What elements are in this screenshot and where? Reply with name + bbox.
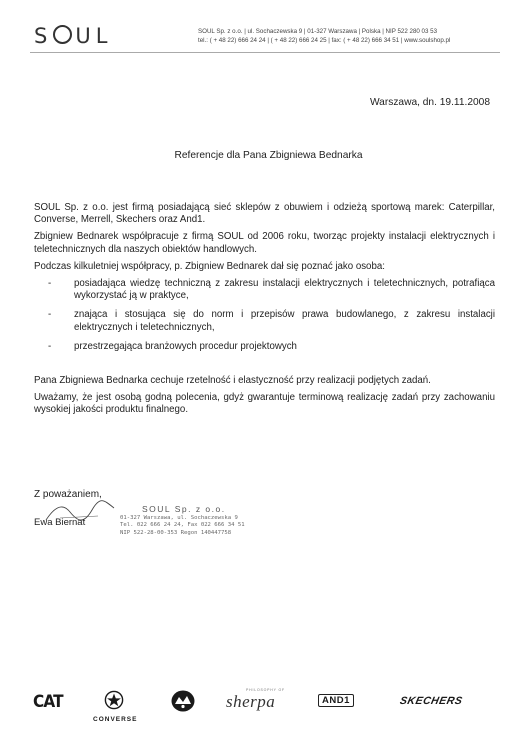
sherpa-logo — [226, 688, 285, 712]
stamp-tax-id: NIP 522-28-00-353 Regon 140447758 — [120, 529, 232, 536]
header-divider — [30, 52, 500, 53]
merrell-emblem-icon — [170, 689, 196, 713]
soul-logo: S UL — [34, 24, 113, 48]
closing-phrase: Z poważaniem, — [34, 489, 102, 500]
cat-logo: CAT — [33, 692, 63, 712]
signer-name: Ewa Biernat — [34, 517, 86, 528]
merrell-logo — [170, 689, 196, 718]
stamp-company: SOUL Sp. z o.o. — [142, 504, 226, 514]
paragraph-reliability: Pana Zbigniewa Bednarka cechuje rzetelność i elastyczność przy realizacji podjętych zadań. — [34, 375, 431, 387]
letter-date: Warszawa, dn. 19.11.2008 — [369, 97, 490, 108]
and1-logo: AND1 — [318, 694, 354, 707]
paragraph-company: SOUL Sp. z o.o. jest firmą posiadającą sieć sklepów z obuwiem i odzieżą sportową marek: Caterpillar, Converse, Merrell, Skechers oraz And1. — [34, 202, 495, 226]
letter-subject: Referencje dla Pana Zbigniewa Bednarka — [174, 150, 363, 161]
paragraph-recommendation: Uważamy, że jest osobą godną polecenia, gdyż gwarantuje terminową realizację zadań przy zachowaniu wysokiej jakości produktu finalnego. — [34, 392, 495, 416]
paragraph-intro: Podczas kilkuletniej współpracy, p. Zbigniew Bednarek dał się poznać jako osoba: — [34, 260, 385, 272]
converse-star-icon — [104, 690, 124, 710]
converse-wordmark: CONVERSE — [93, 716, 138, 723]
list-item: - przestrzegająca branżowych procedur projektowych — [34, 341, 495, 353]
sherpa-tagline: PHILOSOPHY OF — [246, 688, 285, 692]
company-info-line1: SOUL Sp. z o.o. | ul. Sochaczewska 9 | 01-327 Warszawa | Polska | NIP 522 280 03 53 — [198, 28, 438, 35]
company-stamp — [120, 506, 270, 537]
letter-body — [34, 202, 495, 422]
skechers-logo: SKECHERS — [398, 695, 464, 707]
company-info-line2: tel.: ( + 48 22) 666 24 24 | ( + 48 22) 666 24 25 | fax: ( + 48 22) 666 34 51 | www.soulshop.pl — [198, 37, 451, 44]
sherpa-wordmark: sherpa — [226, 692, 276, 711]
company-info — [198, 27, 498, 45]
list-item: - znająca i stosująca się do norm i przepisów prawa budowlanego, z zakresu instalacji elektrycznych i teletechnicznych, — [34, 309, 495, 333]
stamp-phone: Tel. 022 666 24 24, Fax 022 666 34 51 — [120, 522, 245, 529]
stamp-address: 01-327 Warszawa, ul. Sochaczewska 9 — [120, 514, 238, 521]
list-item: - posiadająca wiedzę techniczną z zakresu instalacji elektrycznych i teletechnicznych, potrafiąca wykorzystać ją w praktyce, — [34, 278, 495, 302]
brand-logos — [0, 686, 527, 726]
qualities-list — [34, 278, 495, 353]
paragraph-cooperation: Zbigniew Bednarek współpracuje z firmą SOUL od 2006 roku, tworząc projekty instalacji elektrycznych i teletechnicznych dla naszych obiektów handlowych. — [34, 231, 495, 255]
converse-logo — [93, 690, 138, 723]
logo-o-ring — [53, 25, 72, 44]
